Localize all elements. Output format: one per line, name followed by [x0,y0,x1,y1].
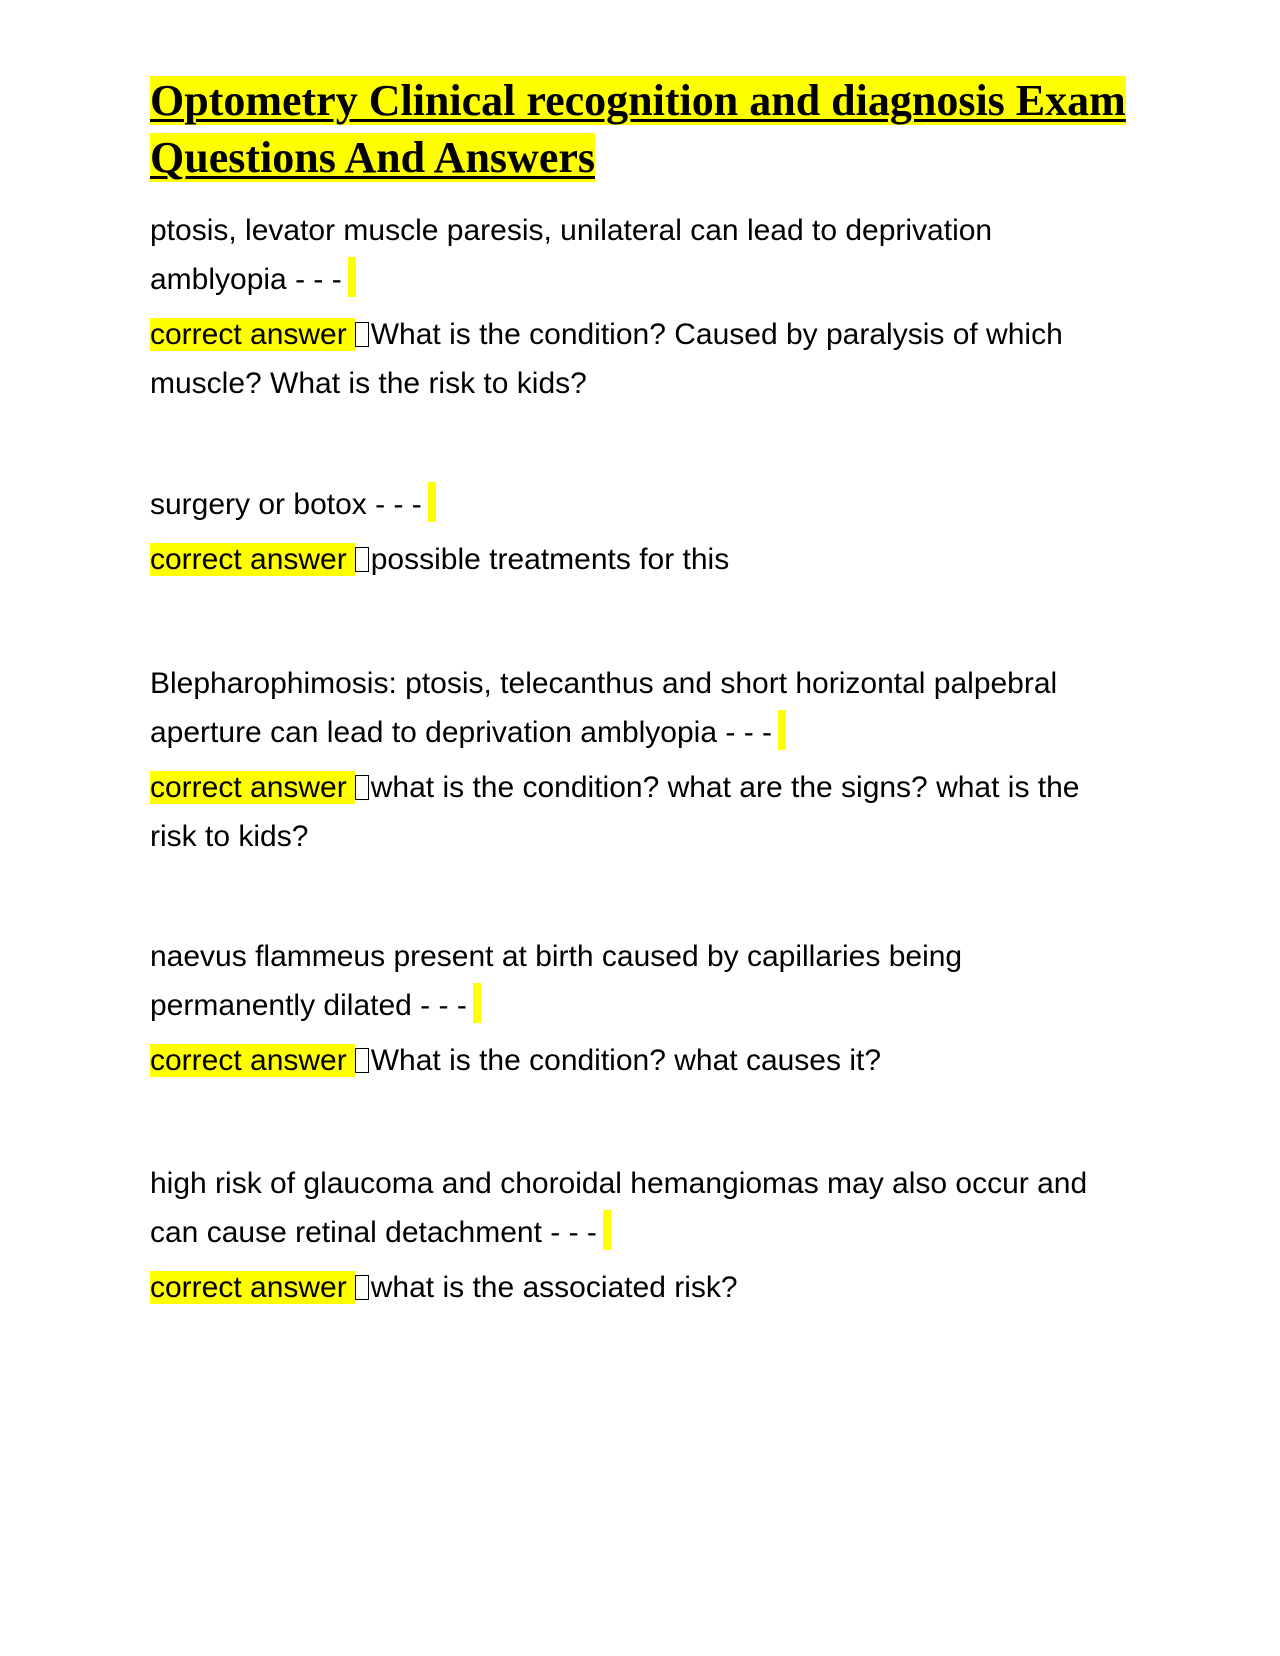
missing-glyph-icon [355,775,369,800]
answer-line [150,535,1120,584]
qa-item [150,932,1120,1085]
qa-item [150,659,1120,861]
highlight-marker [473,983,481,1023]
highlight-marker [778,710,786,750]
answer-line [150,1036,1120,1085]
highlight-marker [348,257,356,297]
answer-label: correct answer [150,318,355,351]
answer-line [150,763,1120,861]
answer-text: what is the associated risk? [370,1271,738,1304]
document-title: Optometry Clinical recognition and diagnosis Exam Questions And Answers [150,76,1126,182]
qa-item [150,1159,1120,1312]
answer-text: possible treatments for this [370,543,730,576]
missing-glyph-icon [355,1048,369,1073]
question-text: ptosis, levator muscle paresis, unilateral can lead to deprivation amblyopia - - - [150,214,993,296]
question-text: surgery or botox - - - [150,480,1120,529]
question-text: high risk of glaucoma and choroidal hemangiomas may also occur and can cause retinal detachment - - - [150,1167,1088,1249]
missing-glyph-icon [355,547,369,572]
missing-glyph-icon [355,1275,369,1300]
answer-label: correct answer [150,1271,355,1304]
highlight-marker [603,1210,611,1250]
answer-text: what is the condition? what are the signs? what is the risk to kids? [150,771,1080,853]
answer-text: What is the condition? what causes it? [370,1044,882,1077]
qa-item [150,206,1120,408]
question-text: naevus flammeus present at birth caused by capillaries being permanently dilated - - - [150,940,963,1022]
answer-line [150,310,1120,408]
answer-line [150,1263,1120,1312]
highlight-marker [428,482,436,522]
question-text: Blepharophimosis: ptosis, telecanthus and short horizontal palpebral aperture can lead to deprivation amblyopia - - - [150,667,1058,749]
answer-text: What is the condition? Caused by paralysis of which muscle? What is the risk to kids? [150,318,1063,400]
answer-label: correct answer [150,1044,355,1077]
answer-label: correct answer [150,543,355,576]
qa-item [150,480,1120,584]
answer-label: correct answer [150,771,355,804]
missing-glyph-icon [355,322,369,347]
